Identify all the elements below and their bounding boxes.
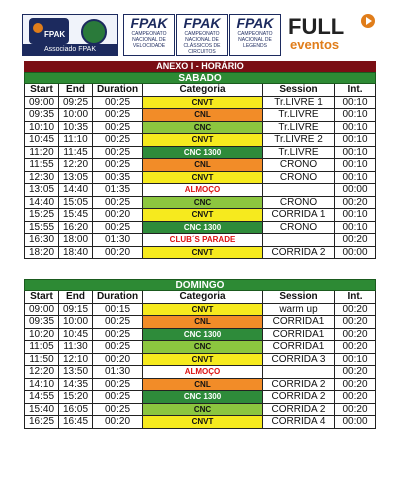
int-cell: 00:00 bbox=[334, 184, 376, 197]
table-row bbox=[24, 122, 376, 135]
start-cell: 10:10 bbox=[24, 122, 58, 135]
categoria-cell: CNC 1300 bbox=[142, 222, 262, 235]
assoc-label: Associado FPAK bbox=[23, 44, 117, 55]
table-row bbox=[24, 404, 376, 417]
sunday-schedule bbox=[24, 279, 376, 429]
int-cell: 00:20 bbox=[334, 316, 376, 329]
end-cell: 14:35 bbox=[58, 379, 92, 392]
session-cell: CORRIDA 2 bbox=[262, 404, 334, 417]
col-end: End bbox=[58, 291, 92, 304]
start-cell: 13:05 bbox=[24, 184, 58, 197]
categoria-cell: CNL bbox=[142, 379, 262, 392]
session-cell bbox=[262, 184, 334, 197]
end-cell: 18:40 bbox=[58, 247, 92, 260]
associado-fpak-logo bbox=[22, 14, 118, 56]
header-logos bbox=[22, 14, 378, 58]
start-cell: 14:40 bbox=[24, 197, 58, 210]
int-cell: 00:10 bbox=[334, 159, 376, 172]
categoria-cell: CNC 1300 bbox=[142, 147, 262, 160]
end-cell: 09:25 bbox=[58, 97, 92, 110]
table-row bbox=[24, 341, 376, 354]
session-cell bbox=[262, 234, 334, 247]
int-cell: 00:10 bbox=[334, 134, 376, 147]
start-cell: 12:30 bbox=[24, 172, 58, 185]
duration-cell: 00:25 bbox=[92, 197, 142, 210]
table-row bbox=[24, 247, 376, 260]
col-categoria: Categoria bbox=[142, 291, 262, 304]
int-cell: 00:10 bbox=[334, 209, 376, 222]
int-cell: 00:00 bbox=[334, 416, 376, 429]
categoria-cell: CNVT bbox=[142, 354, 262, 367]
duration-cell: 01:35 bbox=[92, 184, 142, 197]
start-cell: 11:50 bbox=[24, 354, 58, 367]
session-cell: warm up bbox=[262, 304, 334, 317]
end-cell: 10:00 bbox=[58, 316, 92, 329]
col-session: Session bbox=[262, 84, 334, 97]
session-cell: CORRIDA 2 bbox=[262, 391, 334, 404]
categoria-cell: CNL bbox=[142, 316, 262, 329]
table-row bbox=[24, 354, 376, 367]
full-eventos-logo bbox=[288, 16, 378, 56]
table-row bbox=[24, 316, 376, 329]
col-duration: Duration bbox=[92, 291, 142, 304]
duration-cell: 01:30 bbox=[92, 234, 142, 247]
int-cell: 00:20 bbox=[334, 391, 376, 404]
duration-cell: 00:25 bbox=[92, 159, 142, 172]
session-cell: CRONO bbox=[262, 172, 334, 185]
duration-cell: 00:25 bbox=[92, 404, 142, 417]
table-row bbox=[24, 97, 376, 110]
categoria-cell: ALMOÇO bbox=[142, 184, 262, 197]
start-cell: 15:40 bbox=[24, 404, 58, 417]
categoria-cell: CNVT bbox=[142, 172, 262, 185]
start-cell: 12:20 bbox=[24, 366, 58, 379]
end-cell: 16:05 bbox=[58, 404, 92, 417]
session-cell: Tr.LIVRE 2 bbox=[262, 134, 334, 147]
categoria-cell: CNC bbox=[142, 122, 262, 135]
fpak-legends-logo: FPAK CAMPEONATO NACIONAL DE LEGENDS bbox=[229, 14, 281, 56]
int-cell: 00:00 bbox=[334, 247, 376, 260]
end-cell: 16:20 bbox=[58, 222, 92, 235]
categoria-cell: ALMOÇO bbox=[142, 366, 262, 379]
table-row bbox=[24, 222, 376, 235]
session-cell: CORRIDA 4 bbox=[262, 416, 334, 429]
categoria-cell: CNVT bbox=[142, 209, 262, 222]
categoria-cell: CNC 1300 bbox=[142, 391, 262, 404]
categoria-cell: CNVT bbox=[142, 304, 262, 317]
play-icon bbox=[361, 14, 375, 28]
int-cell: 00:10 bbox=[334, 109, 376, 122]
categoria-cell: CNVT bbox=[142, 97, 262, 110]
end-cell: 11:10 bbox=[58, 134, 92, 147]
session-cell: CORRIDA 1 bbox=[262, 209, 334, 222]
table-row bbox=[24, 134, 376, 147]
table-row bbox=[24, 366, 376, 379]
categoria-cell: CNL bbox=[142, 109, 262, 122]
start-cell: 09:00 bbox=[24, 304, 58, 317]
day-header-saturday: SABADO bbox=[24, 72, 376, 84]
col-int: Int. bbox=[334, 84, 376, 97]
categoria-cell: CNL bbox=[142, 159, 262, 172]
session-cell: CORRIDA1 bbox=[262, 316, 334, 329]
end-cell: 10:00 bbox=[58, 109, 92, 122]
annex-title: ANEXO I - HORÁRIO bbox=[24, 61, 376, 72]
session-cell: CORRIDA 3 bbox=[262, 354, 334, 367]
categoria-cell: CNC bbox=[142, 404, 262, 417]
int-cell: 00:10 bbox=[334, 354, 376, 367]
session-cell: Tr.LIVRE bbox=[262, 109, 334, 122]
table-row bbox=[24, 391, 376, 404]
session-cell: CRONO bbox=[262, 197, 334, 210]
col-int: Int. bbox=[334, 291, 376, 304]
table-row bbox=[24, 416, 376, 429]
int-cell: 00:20 bbox=[334, 404, 376, 417]
start-cell: 11:55 bbox=[24, 159, 58, 172]
int-cell: 00:10 bbox=[334, 222, 376, 235]
fpak-velocidade-logo: FPAK CAMPEONATO NACIONAL DE VELOCIDADE bbox=[123, 14, 175, 56]
duration-cell: 01:30 bbox=[92, 366, 142, 379]
table-header-row bbox=[24, 84, 376, 97]
col-end: End bbox=[58, 84, 92, 97]
table-row bbox=[24, 184, 376, 197]
session-cell: CORRIDA 2 bbox=[262, 379, 334, 392]
duration-cell: 00:25 bbox=[92, 222, 142, 235]
duration-cell: 00:25 bbox=[92, 122, 142, 135]
saturday-schedule bbox=[24, 61, 376, 259]
duration-cell: 00:20 bbox=[92, 247, 142, 260]
col-duration: Duration bbox=[92, 84, 142, 97]
sunday-rows bbox=[24, 304, 376, 429]
brand-main: FULL bbox=[288, 14, 345, 39]
int-cell: 00:10 bbox=[334, 122, 376, 135]
start-cell: 09:35 bbox=[24, 316, 58, 329]
duration-cell: 00:35 bbox=[92, 172, 142, 185]
col-start: Start bbox=[24, 84, 58, 97]
int-cell: 00:10 bbox=[334, 97, 376, 110]
duration-cell: 00:20 bbox=[92, 209, 142, 222]
day-header-sunday: DOMINGO bbox=[24, 279, 376, 291]
start-cell: 15:25 bbox=[24, 209, 58, 222]
col-session: Session bbox=[262, 291, 334, 304]
session-cell: CRONO bbox=[262, 222, 334, 235]
categoria-cell: CNVT bbox=[142, 247, 262, 260]
start-cell: 11:05 bbox=[24, 341, 58, 354]
start-cell: 14:10 bbox=[24, 379, 58, 392]
categoria-cell: CNC bbox=[142, 197, 262, 210]
end-cell: 13:05 bbox=[58, 172, 92, 185]
duration-cell: 00:25 bbox=[92, 316, 142, 329]
duration-cell: 00:15 bbox=[92, 304, 142, 317]
session-cell: Tr.LIVRE bbox=[262, 122, 334, 135]
end-cell: 18:00 bbox=[58, 234, 92, 247]
int-cell: 00:20 bbox=[334, 234, 376, 247]
int-cell: 00:10 bbox=[334, 147, 376, 160]
end-cell: 12:10 bbox=[58, 354, 92, 367]
session-cell: CORRIDA1 bbox=[262, 329, 334, 342]
start-cell: 09:00 bbox=[24, 97, 58, 110]
session-cell bbox=[262, 366, 334, 379]
duration-cell: 00:25 bbox=[92, 97, 142, 110]
int-cell: 00:20 bbox=[334, 304, 376, 317]
start-cell: 10:45 bbox=[24, 134, 58, 147]
categoria-cell: CNC bbox=[142, 341, 262, 354]
end-cell: 11:30 bbox=[58, 341, 92, 354]
end-cell: 14:40 bbox=[58, 184, 92, 197]
fpak-badge-icon: FPAK bbox=[29, 18, 69, 44]
duration-cell: 00:20 bbox=[92, 416, 142, 429]
start-cell: 18:20 bbox=[24, 247, 58, 260]
duration-cell: 00:25 bbox=[92, 391, 142, 404]
start-cell: 16:25 bbox=[24, 416, 58, 429]
col-categoria: Categoria bbox=[142, 84, 262, 97]
table-row bbox=[24, 197, 376, 210]
start-cell: 14:55 bbox=[24, 391, 58, 404]
table-row bbox=[24, 109, 376, 122]
table-row bbox=[24, 147, 376, 160]
table-row bbox=[24, 234, 376, 247]
duration-cell: 00:25 bbox=[92, 329, 142, 342]
int-cell: 00:20 bbox=[334, 366, 376, 379]
session-cell: Tr.LIVRE bbox=[262, 147, 334, 160]
end-cell: 12:20 bbox=[58, 159, 92, 172]
categoria-cell: CNVT bbox=[142, 134, 262, 147]
association-emblem-icon bbox=[81, 19, 107, 45]
end-cell: 16:45 bbox=[58, 416, 92, 429]
int-cell: 00:20 bbox=[334, 341, 376, 354]
start-cell: 11:20 bbox=[24, 147, 58, 160]
start-cell: 16:30 bbox=[24, 234, 58, 247]
duration-cell: 00:25 bbox=[92, 341, 142, 354]
categoria-cell: CLUB´S PARADE bbox=[142, 234, 262, 247]
int-cell: 00:20 bbox=[334, 197, 376, 210]
saturday-rows bbox=[24, 97, 376, 260]
duration-cell: 00:25 bbox=[92, 379, 142, 392]
int-cell: 00:20 bbox=[334, 379, 376, 392]
duration-cell: 00:25 bbox=[92, 147, 142, 160]
start-cell: 10:20 bbox=[24, 329, 58, 342]
table-header-row bbox=[24, 291, 376, 304]
int-cell: 00:20 bbox=[334, 329, 376, 342]
categoria-cell: CNVT bbox=[142, 416, 262, 429]
session-cell: Tr.LIVRE 1 bbox=[262, 97, 334, 110]
fpak-classicos-logo: FPAK CAMPEONATO NACIONAL DE CLÁSSICOS DE CIRCUITOS bbox=[176, 14, 228, 56]
start-cell: 09:35 bbox=[24, 109, 58, 122]
end-cell: 15:20 bbox=[58, 391, 92, 404]
session-cell: CRONO bbox=[262, 159, 334, 172]
end-cell: 15:05 bbox=[58, 197, 92, 210]
end-cell: 09:15 bbox=[58, 304, 92, 317]
table-row bbox=[24, 209, 376, 222]
duration-cell: 00:25 bbox=[92, 134, 142, 147]
end-cell: 10:35 bbox=[58, 122, 92, 135]
table-row bbox=[24, 159, 376, 172]
end-cell: 15:45 bbox=[58, 209, 92, 222]
table-row bbox=[24, 172, 376, 185]
start-cell: 15:55 bbox=[24, 222, 58, 235]
categoria-cell: CNC 1300 bbox=[142, 329, 262, 342]
brand-sub: eventos bbox=[290, 37, 340, 52]
duration-cell: 00:20 bbox=[92, 354, 142, 367]
duration-cell: 00:25 bbox=[92, 109, 142, 122]
end-cell: 10:45 bbox=[58, 329, 92, 342]
table-row bbox=[24, 329, 376, 342]
session-cell: CORRIDA 2 bbox=[262, 247, 334, 260]
int-cell: 00:10 bbox=[334, 172, 376, 185]
table-row bbox=[24, 379, 376, 392]
session-cell: CORRIDA1 bbox=[262, 341, 334, 354]
table-row bbox=[24, 304, 376, 317]
end-cell: 11:45 bbox=[58, 147, 92, 160]
end-cell: 13:50 bbox=[58, 366, 92, 379]
col-start: Start bbox=[24, 291, 58, 304]
